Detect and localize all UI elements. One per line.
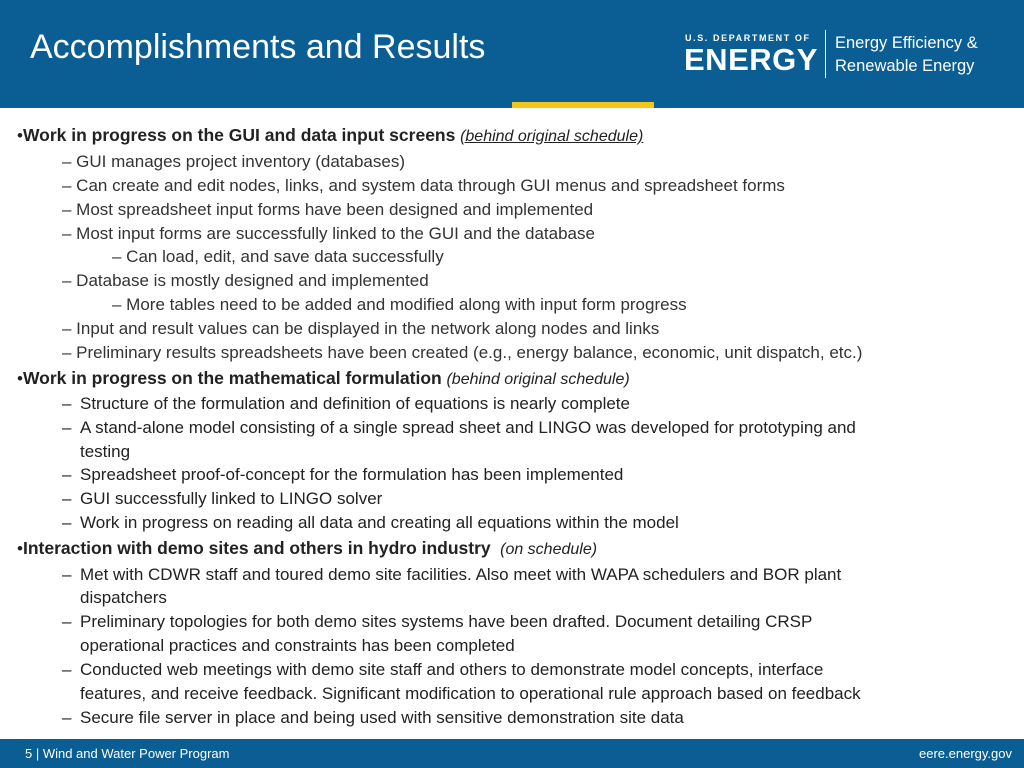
logo-energy-wordmark: ENERGY	[684, 42, 818, 77]
list-item: – Can create and edit nodes, links, and system data through GUI menus and spreadsheet forms	[62, 176, 785, 195]
bullet-icon: •	[17, 369, 23, 388]
section-status: (behind original schedule)	[460, 128, 644, 145]
list-item-text: features, and receive feedback. Significant modification to operational rule approach based on feedback	[80, 684, 861, 703]
logo-department-text: U.S. DEPARTMENT OF	[685, 33, 811, 43]
list-subitem: – Can load, edit, and save data successfully	[112, 247, 444, 266]
list-item-text: GUI successfully linked to LINGO solver	[80, 489, 383, 508]
list-item: – Most spreadsheet input forms have been designed and implemented	[62, 200, 594, 219]
header-stripe-blue-right	[654, 102, 1024, 108]
list-subitem: – More tables need to be added and modified along with input form progress	[112, 295, 687, 314]
list-item-text: Preliminary topologies for both demo sites systems have been drafted. Document detailing CRSP	[80, 612, 813, 631]
footer-url[interactable]: eere.energy.gov	[919, 746, 1012, 761]
list-item-text: Spreadsheet proof-of-concept for the formulation has been implemented	[80, 465, 624, 484]
bullet-icon: •	[17, 539, 23, 558]
list-item-text: A stand-alone model consisting of a single spread sheet and LINGO was developed for prototyping and	[80, 418, 856, 437]
slide-title: Accomplishments and Results	[30, 28, 486, 66]
list-item-text: Structure of the formulation and definition of equations is nearly complete	[80, 394, 630, 413]
section-status: (on schedule)	[500, 541, 598, 558]
list-item-text: operational practices and constraints has been completed	[80, 636, 515, 655]
dash-marker: –	[62, 418, 72, 437]
list-item: – GUI manages project inventory (databases)	[62, 152, 406, 171]
header-stripe-yellow	[512, 102, 654, 108]
section-heading	[17, 367, 630, 391]
logo-office-line-2: Renewable Energy	[835, 57, 975, 75]
list-item-text: Secure file server in place and being used with sensitive demonstration site data	[80, 708, 684, 727]
dash-marker: –	[62, 612, 72, 631]
section-status: (behind original schedule)	[446, 371, 630, 388]
header-stripe-blue	[0, 102, 512, 108]
list-item: – Input and result values can be displayed in the network along nodes and links	[62, 319, 660, 338]
section-heading	[17, 537, 597, 561]
section-heading-text: Work in progress on the mathematical formulation	[22, 368, 442, 388]
list-item: – Database is mostly designed and implemented	[62, 271, 429, 290]
logo-office-line-1: Energy Efficiency &	[835, 34, 978, 52]
dash-marker: –	[62, 565, 72, 584]
dash-marker: –	[62, 708, 72, 727]
bullet-icon: •	[17, 126, 23, 145]
dash-marker: –	[62, 465, 72, 484]
list-item: – Preliminary results spreadsheets have been created (e.g., energy balance, economic, unit dispatch, etc.)	[62, 343, 863, 362]
list-item-text: testing	[80, 442, 131, 461]
list-item-text: Conducted web meetings with demo site staff and others to demonstrate model concepts, interface	[80, 660, 824, 679]
list-item-text: Met with CDWR staff and toured demo site facilities. Also meet with WAPA schedulers and BOR plant	[80, 565, 842, 584]
logo-office-name	[835, 32, 978, 78]
list-item-text: Work in progress on reading all data and creating all equations within the model	[80, 513, 679, 532]
logo-divider	[825, 30, 826, 78]
dash-marker: –	[62, 513, 72, 532]
section-heading	[17, 124, 643, 148]
section-heading-text: Interaction with demo sites and others in hydro industry	[22, 538, 491, 558]
dash-marker: –	[62, 660, 72, 679]
footer-page-program: 5 | Wind and Water Power Program	[25, 746, 230, 761]
dash-marker: –	[62, 394, 72, 413]
section-heading-text: Work in progress on the GUI and data input screens	[22, 125, 456, 145]
list-item-text: dispatchers	[80, 588, 167, 607]
dash-marker: –	[62, 489, 72, 508]
list-item: – Most input forms are successfully linked to the GUI and the database	[62, 224, 595, 243]
slide-header	[0, 0, 1024, 102]
slide-footer	[0, 739, 1024, 768]
